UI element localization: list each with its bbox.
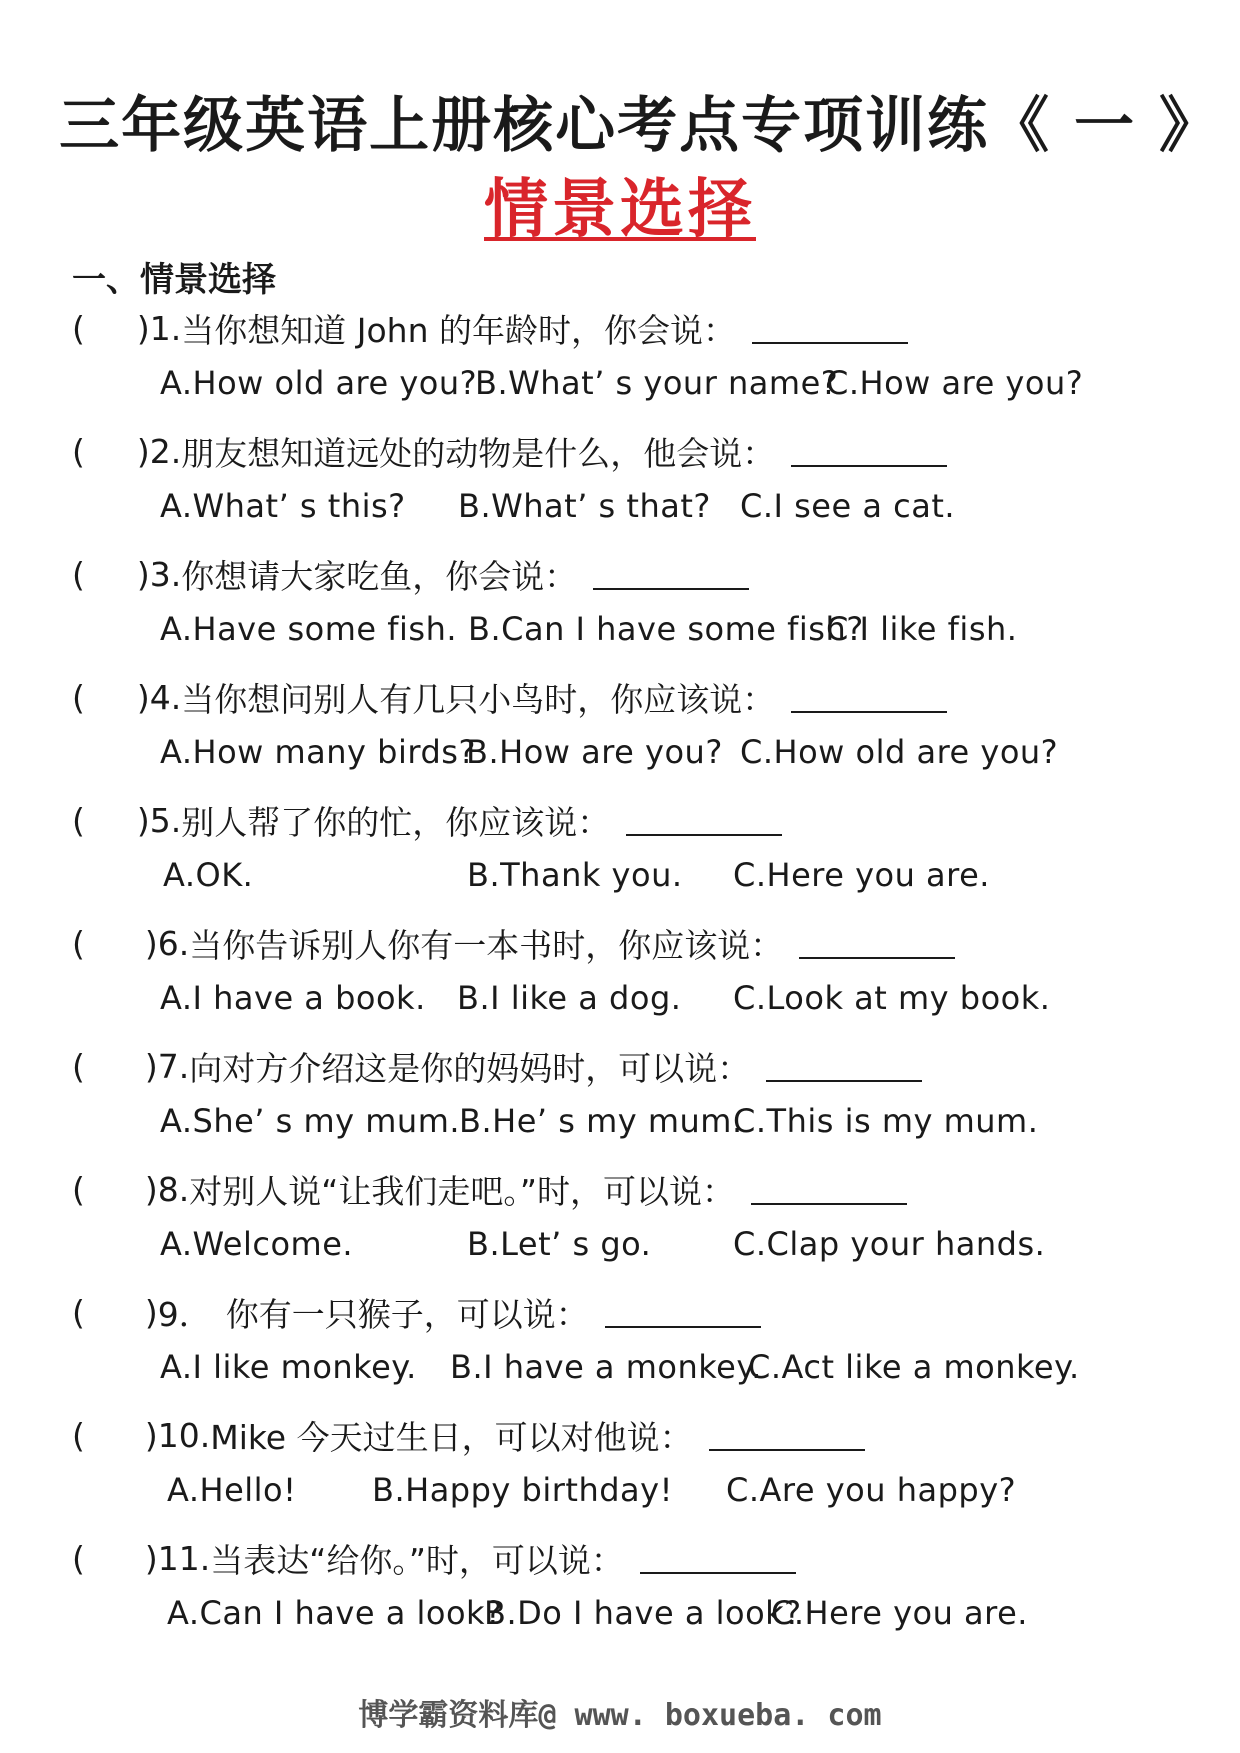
answer-blank[interactable] [626, 804, 782, 836]
paren-left: ( [72, 1046, 85, 1086]
answer-paren[interactable] [72, 801, 150, 840]
subtitle-text: 情景选择 [484, 173, 756, 247]
question-item [0, 1159, 1240, 1282]
question-line [72, 1290, 761, 1334]
question-number: 10. [157, 1415, 211, 1455]
option-row [0, 1471, 1240, 1515]
question-number: 4. [149, 677, 182, 717]
question-line [72, 798, 782, 842]
page-title: 三年级英语上册核心考点专项训练《 一 》 [59, 91, 1221, 161]
answer-blank[interactable] [791, 435, 947, 467]
answer-paren[interactable] [72, 1047, 158, 1086]
answer-blank[interactable] [791, 681, 947, 713]
paren-left: ( [72, 677, 85, 717]
option-a[interactable]: A.I have a book. [160, 979, 426, 1017]
question-prompt: Mike 今天过生日，可以对他说： [210, 1417, 693, 1457]
option-c[interactable]: C.Are you happy? [726, 1471, 1017, 1509]
option-a[interactable]: A.Can I have a look? [167, 1594, 503, 1632]
question-prompt: 向对方介绍这是你的妈妈时，可以说： [189, 1048, 751, 1088]
question-prompt: 你有一只猴子，可以说： [225, 1294, 589, 1334]
option-a[interactable]: A.She’ s my mum. [160, 1102, 461, 1140]
question-prompt: 别人帮了你的忙，你应该说： [181, 802, 611, 842]
question-line [72, 306, 908, 350]
option-b[interactable]: B.Let’ s go. [467, 1225, 652, 1263]
paren-right: ) [144, 1292, 158, 1332]
option-row [0, 856, 1240, 900]
paren-right: ) [136, 677, 150, 717]
question-item [0, 421, 1240, 544]
option-b[interactable]: B.He’ s my mum. [459, 1102, 743, 1140]
option-a[interactable]: A.I like monkey. [160, 1348, 417, 1386]
watermark-footer: 博学霸资料库@ www. boxueba. com [358, 1698, 882, 1733]
question-prompt: 你想请大家吃鱼，你会说： [181, 556, 578, 596]
answer-blank[interactable] [751, 1173, 907, 1205]
option-c[interactable]: C.How old are you? [740, 733, 1059, 771]
option-b[interactable]: B.Do I have a look? [484, 1594, 802, 1632]
answer-blank[interactable] [799, 927, 955, 959]
question-prompt: 朋友想知道远处的动物是什么，他会说： [181, 433, 776, 473]
answer-blank[interactable] [640, 1542, 796, 1574]
answer-paren[interactable] [72, 555, 150, 594]
question-number: 3. [149, 554, 182, 594]
answer-blank[interactable] [766, 1050, 922, 1082]
paren-left: ( [72, 554, 85, 594]
answer-paren[interactable] [72, 924, 158, 963]
question-number: 7. [157, 1046, 190, 1086]
paren-right: ) [136, 800, 150, 840]
question-item [0, 790, 1240, 913]
question-item [0, 544, 1240, 667]
option-b[interactable]: B.What’ s your name? [475, 364, 839, 402]
question-item [0, 913, 1240, 1036]
option-c[interactable]: C.Here you are. [771, 1594, 1028, 1632]
question-prompt: 当你想问别人有几只小鸟时，你应该说： [181, 679, 776, 719]
question-line [72, 1044, 922, 1088]
answer-paren[interactable] [72, 1539, 158, 1578]
page-subtitle [0, 158, 1240, 250]
option-c[interactable]: C.Here you are. [733, 856, 990, 894]
question-item [0, 667, 1240, 790]
paren-left: ( [72, 1538, 85, 1578]
paren-left: ( [72, 923, 85, 963]
question-item [0, 1528, 1240, 1651]
question-number: 2. [149, 431, 182, 471]
question-line [72, 552, 749, 596]
option-c[interactable]: C.How are you? [826, 364, 1084, 402]
option-c[interactable]: C.This is my mum. [733, 1102, 1039, 1140]
option-row [0, 364, 1240, 408]
option-a[interactable]: A.OK. [163, 856, 254, 894]
question-line [72, 921, 955, 965]
answer-paren[interactable] [72, 432, 150, 471]
option-b[interactable]: B.How are you? [466, 733, 723, 771]
option-b[interactable]: B.Happy birthday! [372, 1471, 673, 1509]
answer-blank[interactable] [593, 558, 749, 590]
question-number: 11. [157, 1538, 211, 1578]
paren-right: ) [136, 308, 150, 348]
option-a[interactable]: A.Have some fish. [160, 610, 458, 648]
question-prompt: 对别人说“让我们走吧。”时，可以说： [189, 1171, 735, 1211]
option-row [0, 979, 1240, 1023]
paren-left: ( [72, 431, 85, 471]
option-a[interactable]: A.Welcome. [160, 1225, 354, 1263]
answer-blank[interactable] [605, 1296, 761, 1328]
question-number: 8. [157, 1169, 190, 1209]
answer-paren[interactable] [72, 1170, 158, 1209]
question-number: 6. [157, 923, 190, 963]
paren-right: ) [144, 1169, 158, 1209]
question-item [0, 1282, 1240, 1405]
option-c[interactable]: C.Clap your hands. [733, 1225, 1046, 1263]
answer-blank[interactable] [752, 312, 908, 344]
question-line [72, 1167, 907, 1211]
paren-left: ( [72, 800, 85, 840]
answer-paren[interactable] [72, 678, 150, 717]
option-a[interactable]: A.What’ s this? [160, 487, 406, 525]
question-number: 1. [149, 308, 182, 348]
answer-paren[interactable] [72, 1293, 158, 1332]
question-number: 9． [157, 1294, 212, 1334]
paren-right: ) [144, 1046, 158, 1086]
option-row [0, 1594, 1240, 1638]
question-item [0, 298, 1240, 421]
answer-paren[interactable] [72, 309, 150, 348]
paren-left: ( [72, 308, 85, 348]
option-b[interactable]: B.I like a dog. [457, 979, 682, 1017]
paren-right: ) [136, 431, 150, 471]
option-a[interactable]: A.How many birds? [160, 733, 476, 771]
section-heading: 一、情景选择 [72, 260, 276, 300]
option-c[interactable]: C.I see a cat. [740, 487, 956, 525]
option-b[interactable]: B.What’ s that? [458, 487, 711, 525]
paren-left: ( [72, 1415, 85, 1455]
paren-left: ( [72, 1292, 85, 1332]
option-a[interactable]: A.Hello! [167, 1471, 297, 1509]
question-prompt: 当表达“给你。”时，可以说： [210, 1540, 624, 1580]
question-prompt: 当你告诉别人你有一本书时，你应该说： [189, 925, 784, 965]
answer-paren[interactable] [72, 1416, 158, 1455]
question-line [72, 429, 947, 473]
answer-blank[interactable] [709, 1419, 865, 1451]
paren-left: ( [72, 1169, 85, 1209]
paren-right: ) [144, 1538, 158, 1578]
option-row [0, 487, 1240, 531]
question-line [72, 1413, 865, 1457]
question-list [0, 298, 1240, 1651]
question-line [72, 1536, 796, 1580]
question-item [0, 1405, 1240, 1528]
paren-right: ) [144, 923, 158, 963]
paren-right: ) [136, 554, 150, 594]
option-row [0, 1348, 1240, 1392]
option-b[interactable]: B.I have a monkey. [450, 1348, 762, 1386]
option-b[interactable]: B.Can I have some fish? [468, 610, 864, 648]
paren-right: ) [144, 1415, 158, 1455]
question-line [72, 675, 947, 719]
question-prompt: 当你想知道 John 的年龄时，你会说： [181, 310, 736, 350]
option-c[interactable]: C.Look at my book. [733, 979, 1051, 1017]
option-row [0, 1225, 1240, 1269]
option-c[interactable]: C.Act like a monkey. [748, 1348, 1080, 1386]
option-row [0, 1102, 1240, 1146]
option-row [0, 610, 1240, 654]
option-row [0, 733, 1240, 777]
option-b[interactable]: B.Thank you. [467, 856, 683, 894]
question-item [0, 1036, 1240, 1159]
question-number: 5. [149, 800, 182, 840]
option-c[interactable]: C.I like fish. [826, 610, 1018, 648]
option-a[interactable]: A.How old are you? [160, 364, 478, 402]
